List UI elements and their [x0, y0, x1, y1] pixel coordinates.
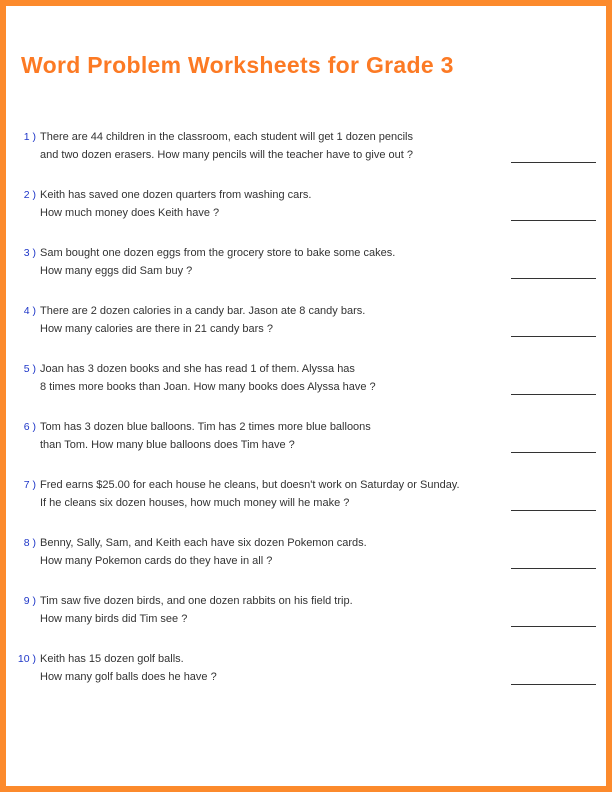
problem-text-line-1: Tom has 3 dozen blue balloons. Tim has 2 times more blue balloons: [40, 421, 371, 433]
worksheet-title: Word Problem Worksheets for Grade 3: [21, 52, 454, 78]
problem-item: [6, 595, 606, 639]
problem-text-line-1: Keith has 15 dozen golf balls.: [40, 653, 184, 665]
answer-line[interactable]: [511, 452, 596, 453]
answer-line[interactable]: [511, 510, 596, 511]
problem-item: [6, 421, 606, 465]
problem-text-line-2: How many birds did Tim see ?: [40, 613, 188, 625]
problem-number: 9 ): [23, 595, 36, 607]
problem-text-line-1: There are 2 dozen calories in a candy bar. Jason ate 8 candy bars.: [40, 305, 366, 317]
answer-line[interactable]: [511, 684, 596, 685]
problem-text-line-2: How many Pokemon cards do they have in all ?: [40, 555, 273, 567]
problem-number: 1 ): [23, 131, 36, 143]
problem-text-line-2: 8 times more books than Joan. How many books does Alyssa have ?: [40, 381, 376, 393]
answer-line[interactable]: [511, 162, 596, 163]
problem-item: [6, 305, 606, 349]
answer-line[interactable]: [511, 336, 596, 337]
problem-number: 4 ): [23, 305, 36, 317]
answer-line[interactable]: [511, 568, 596, 569]
problem-text-line-2: How many golf balls does he have ?: [40, 671, 217, 683]
problem-text-line-2: than Tom. How many blue balloons does Tim have ?: [40, 439, 295, 451]
problem-text-line-2: and two dozen erasers. How many pencils will the teacher have to give out ?: [40, 149, 413, 161]
problem-item: [6, 537, 606, 581]
problem-number: 10 ): [17, 653, 36, 665]
problem-text-line-2: How many calories are there in 21 candy bars ?: [40, 323, 273, 335]
problem-item: [6, 363, 606, 407]
problem-number: 8 ): [23, 537, 36, 549]
problem-text-line-1: There are 44 children in the classroom, each student will get 1 dozen pencils: [40, 131, 413, 143]
problem-text-line-1: Fred earns $25.00 for each house he cleans, but doesn't work on Saturday or Sunday.: [40, 479, 460, 491]
problem-number: 3 ): [23, 247, 36, 259]
problem-item: [6, 479, 606, 523]
problem-text-line-1: Joan has 3 dozen books and she has read 1 of them. Alyssa has: [40, 363, 355, 375]
problem-item: [6, 653, 606, 697]
problem-text-line-2: If he cleans six dozen houses, how much money will he make ?: [40, 497, 350, 509]
problem-number: 2 ): [23, 189, 36, 201]
problem-text-line-2: How many eggs did Sam buy ?: [40, 265, 193, 277]
problem-number: 5 ): [23, 363, 36, 375]
problem-text-line-1: Benny, Sally, Sam, and Keith each have six dozen Pokemon cards.: [40, 537, 367, 549]
answer-line[interactable]: [511, 278, 596, 279]
problem-text-line-1: Keith has saved one dozen quarters from washing cars.: [40, 189, 312, 201]
problem-item: [6, 189, 606, 233]
problem-text-line-2: How much money does Keith have ?: [40, 207, 220, 219]
problem-text-line-1: Tim saw five dozen birds, and one dozen rabbits on his field trip.: [40, 595, 353, 607]
problem-number: 6 ): [23, 421, 36, 433]
answer-line[interactable]: [511, 394, 596, 395]
answer-line[interactable]: [511, 220, 596, 221]
problem-number: 7 ): [23, 479, 36, 491]
answer-line[interactable]: [511, 626, 596, 627]
problem-item: [6, 131, 606, 175]
problem-item: [6, 247, 606, 291]
problem-text-line-1: Sam bought one dozen eggs from the grocery store to bake some cakes.: [40, 247, 396, 259]
